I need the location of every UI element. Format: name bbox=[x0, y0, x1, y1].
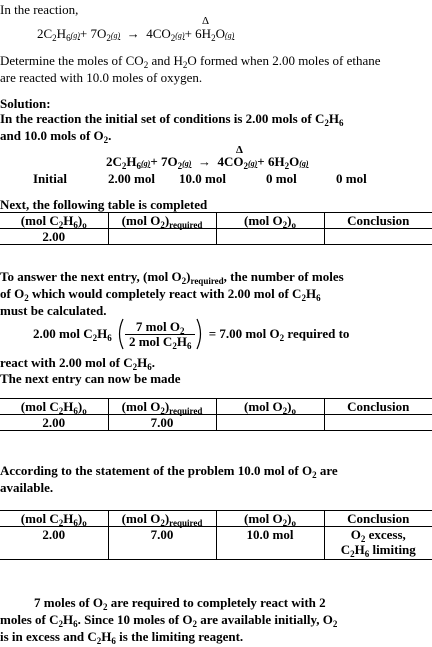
left-paren-icon bbox=[115, 318, 125, 350]
conclusion-text-3: is in excess and $C_2H_6$ is the limiting reagent. bbox=[0, 629, 244, 646]
header-o2-required: (mol $O_2)_{required}$ bbox=[108, 399, 216, 415]
initial-oxygen: 10.0 mol bbox=[179, 171, 226, 186]
cell-o2-required: 7.00 bbox=[108, 415, 216, 431]
table-header-row bbox=[0, 511, 432, 527]
heat-symbol: Δ bbox=[202, 15, 210, 27]
table-2 bbox=[0, 398, 432, 431]
reaction-equation: $2C_2H_6(g)+ 7O_2(g) \to 4CO_2(g)+ 6H_2O(g)$ bbox=[37, 26, 235, 43]
solution-text: In the reaction the initial set of conditions is 2.00 mols of $C_2H_6$ and 10.0 mols of $O_2$. bbox=[0, 111, 344, 145]
cell-c2h6: 2.00 bbox=[0, 415, 108, 431]
header-conclusion: Conclusion bbox=[324, 399, 432, 415]
header-c2h6-initial: (mol $C_2H_6)_o$ bbox=[0, 213, 108, 229]
calculation: 2.00 mol $C_2H_6$ $\frac{7 mol O_2}{2 mol C_2H_6}$ = 7.00 mol $O_2$ required to bbox=[33, 318, 350, 351]
statement-text: According to the statement of the problem 10.0 mol of $O_2$ are available. bbox=[0, 463, 338, 495]
table-header-row bbox=[0, 399, 432, 415]
cell-o2-initial: 10.0 mol bbox=[216, 527, 324, 560]
initial-ethane: 2.00 mol bbox=[108, 171, 155, 186]
table-row bbox=[0, 415, 432, 431]
header-c2h6-initial: (mol $C_2H_6)_o$ bbox=[0, 399, 108, 415]
table-1 bbox=[0, 212, 432, 245]
next-entry-text: The next entry can now be made bbox=[0, 371, 181, 386]
header-o2-initial: (mol $O_2)_o$ bbox=[216, 213, 324, 229]
cell-conclusion bbox=[324, 415, 432, 431]
right-paren-icon bbox=[195, 318, 205, 350]
cell-c2h6: 2.00 bbox=[0, 229, 108, 245]
heat-symbol-2: Δ bbox=[236, 144, 243, 156]
mole-ratio-fraction: $\frac{7 mol O_2}{2 mol C_2H_6}$ bbox=[125, 320, 195, 349]
header-conclusion: Conclusion bbox=[324, 213, 432, 229]
conclusion-text: 7 moles of $O_2$ are required to completely react with 2 bbox=[34, 595, 326, 612]
initial-co2: 0 mol bbox=[266, 171, 297, 186]
header-o2-initial: (mol $O_2)_o$ bbox=[216, 511, 324, 527]
header-c2h6-initial: (mol $C_2H_6)_o$ bbox=[0, 511, 108, 527]
table-header-row bbox=[0, 213, 432, 229]
solution-heading: Solution: bbox=[0, 96, 51, 111]
next-text: Next, the following table is completed bbox=[0, 197, 208, 212]
table-row bbox=[0, 527, 432, 560]
calc-line-2: react with 2.00 mol of $C_2H_6$. bbox=[0, 355, 155, 372]
initial-h2o: 0 mol bbox=[336, 171, 367, 186]
cell-o2-required: 7.00 bbox=[108, 527, 216, 560]
conclusion-text-2: moles of $C_2H_6$. Since 10 moles of $O_2$ are available initially, $O_2$ bbox=[0, 612, 338, 629]
cell-conclusion: $O_2$ excess, $C_2H_6$ limiting bbox=[324, 527, 432, 560]
reaction-equation-2: $2C_2H_6(g)+ 7O_2(g) \to 4CO_2(g)+ 6H_2O(g)$ bbox=[106, 154, 309, 171]
cell-o2-required bbox=[108, 229, 216, 245]
cell-c2h6: 2.00 bbox=[0, 527, 108, 560]
header-conclusion: Conclusion bbox=[324, 511, 432, 527]
table-3 bbox=[0, 510, 432, 560]
initial-label: Initial bbox=[33, 171, 67, 186]
cell-o2-initial bbox=[216, 229, 324, 245]
table-row bbox=[0, 229, 432, 245]
header-o2-initial: (mol $O_2)_o$ bbox=[216, 399, 324, 415]
cell-conclusion bbox=[324, 229, 432, 245]
header-o2-required: (mol $O_2)_{required}$ bbox=[108, 213, 216, 229]
cell-o2-initial bbox=[216, 415, 324, 431]
answer-text: To answer the next entry, (mol $O_2)_{required}$, the number of moles of $O_2$ which would completely react with 2.00 mol of $C_2H_6$ must be calculated. bbox=[0, 269, 344, 318]
intro-text: In the reaction, bbox=[0, 2, 79, 17]
header-o2-required: (mol $O_2)_{required}$ bbox=[108, 511, 216, 527]
question-text: Determine the moles of $CO_2$ and $H_2O$ formed when 2.00 moles of ethane are reacted with 10.0 moles of oxygen. bbox=[0, 53, 381, 85]
